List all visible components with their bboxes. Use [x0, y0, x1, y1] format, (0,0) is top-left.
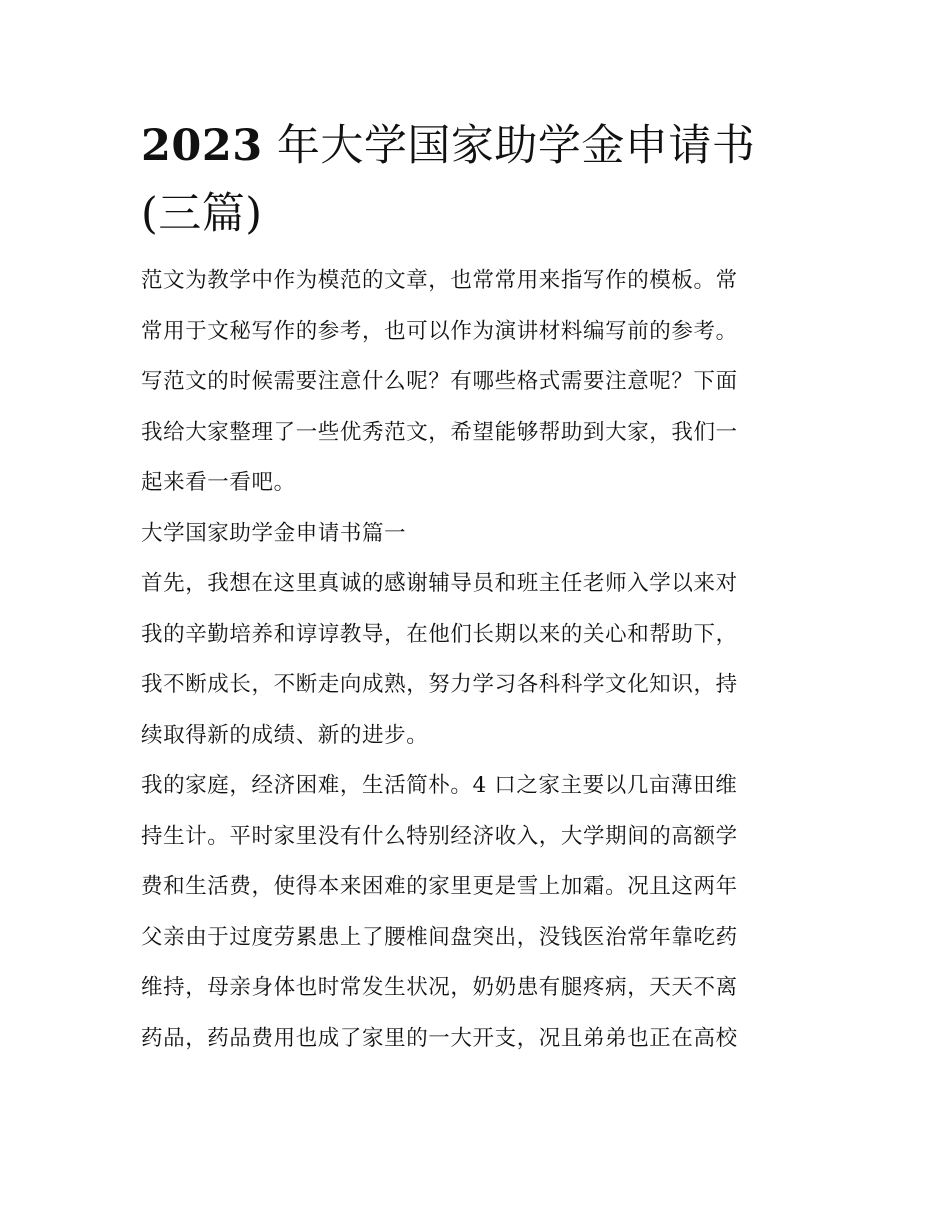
- document-page: [141, 112, 813, 1064]
- paragraph-line: 我的辛勤培养和谆谆教导，在他们长期以来的关心和帮助下，: [141, 621, 738, 647]
- title-text: 年大学国家助学金申请书: [276, 121, 756, 171]
- body-paragraph-1: [141, 559, 813, 761]
- intro-paragraph: [141, 256, 813, 509]
- paragraph-line: 父亲由于过度劳累患上了腰椎间盘突出，没钱医治常年靠吃药: [141, 924, 738, 950]
- document-title: [141, 112, 813, 248]
- paragraph-line: 费和生活费，使得本来困难的家里更是雪上加霜。况且这两年: [141, 874, 738, 899]
- intro-line: 写范文的时候需要注意什么呢？有哪些格式需要注意呢？下面: [141, 369, 738, 394]
- intro-line: 起来看一看吧。: [141, 470, 296, 495]
- intro-line: 我给大家整理了一些优秀范文，希望能够帮助到大家，我们一: [141, 419, 738, 445]
- title-line-2: (三篇): [141, 189, 263, 239]
- paragraph-line: 首先，我想在这里真诚的感谢辅导员和班主任老师入学以来对: [141, 571, 738, 596]
- body-paragraph-2: [141, 761, 813, 1064]
- intro-line: 常用于文秘写作的参考，也可以作为演讲材料编写前的参考。: [141, 318, 738, 344]
- intro-line: 范文为教学中作为模范的文章，也常常用来指写作的模板。常: [141, 268, 738, 293]
- paragraph-line: 我不断成长，不断走向成熟，努力学习各科科学文化知识，持: [141, 672, 738, 697]
- paragraph-line: 持生计。平时家里没有什么特别经济收入，大学期间的高额学: [141, 823, 738, 849]
- title-line-1: [141, 112, 813, 180]
- title-year: 2023: [141, 121, 263, 171]
- paragraph-line: 维持，母亲身体也时常发生状况，奶奶患有腿疼病，天天不离: [141, 975, 738, 1000]
- section-heading: 大学国家助学金申请书篇一: [141, 520, 407, 546]
- paragraph-line: 续取得新的成绩、新的进步。: [141, 722, 429, 748]
- paragraph-line: 我的家庭，经济困难，生活简朴。4 口之家主要以几亩薄田维: [141, 773, 738, 798]
- paragraph-line: 药品，药品费用也成了家里的一大开支，况且弟弟也正在高校: [141, 1025, 738, 1051]
